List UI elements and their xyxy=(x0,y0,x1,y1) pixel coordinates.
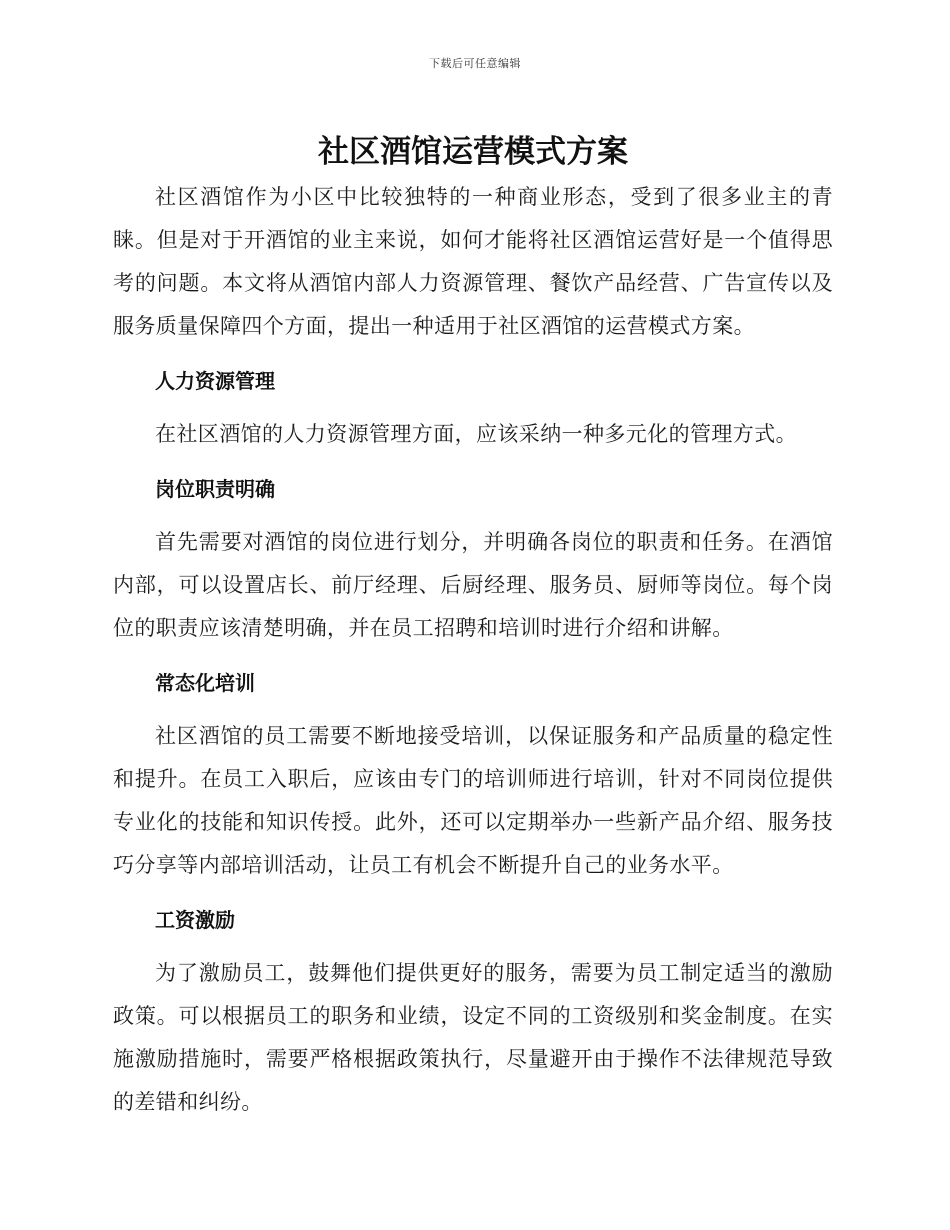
section-body-salary-incentive: 为了激励员工，鼓舞他们提供更好的服务，需要为员工制定适当的激励政策。可以根据员工的职务和业绩，设定不同的工资级别和奖金制度。在实施激励措施时，需要严格根据政策执行，尽量避开由于操作不法律规范导致的差错和纠纷。 xyxy=(113,961,833,1114)
page-header-note: 下载后可任意编辑 xyxy=(429,57,521,70)
section-heading-salary-incentive: 工资激励 xyxy=(155,908,235,932)
section-body-hr-management: 在社区酒馆的人力资源管理方面，应该采纳一种多元化的管理方式。 xyxy=(155,422,797,446)
section-body-job-duties: 首先需要对酒馆的岗位进行划分，并明确各岗位的职责和任务。在酒馆内部，可以设置店长、前厅经理、后厨经理、服务员、厨师等岗位。每个岗位的职责应该清楚明确，并在员工招聘和培训时进行介绍和讲解。 xyxy=(113,530,833,640)
section-body-training: 社区酒馆的员工需要不断地接受培训，以保证服务和产品质量的稳定性和提升。在员工入职后，应该由专门的培训师进行培训，针对不同岗位提供专业化的技能和知识传授。此外，还可以定期举办一些新产品介绍、服务技巧分享等内部培训活动，让员工有机会不断提升自己的业务水平。 xyxy=(113,724,833,877)
intro-paragraph: 社区酒馆作为小区中比较独特的一种商业形态，受到了很多业主的青睐。但是对于开酒馆的业主来说，如何才能将社区酒馆运营好是一个值得思考的问题。本文将从酒馆内部人力资源管理、餐饮产品经营、广告宣传以及服务质量保障四个方面，提出一种适用于社区酒馆的运营模式方案。 xyxy=(113,185,833,338)
section-heading-job-duties: 岗位职责明确 xyxy=(155,477,275,501)
document-title: 社区酒馆运营模式方案 xyxy=(318,134,628,170)
section-heading-training: 常态化培训 xyxy=(155,671,255,695)
section-heading-hr-management: 人力资源管理 xyxy=(155,369,275,393)
document-body xyxy=(113,128,833,1124)
